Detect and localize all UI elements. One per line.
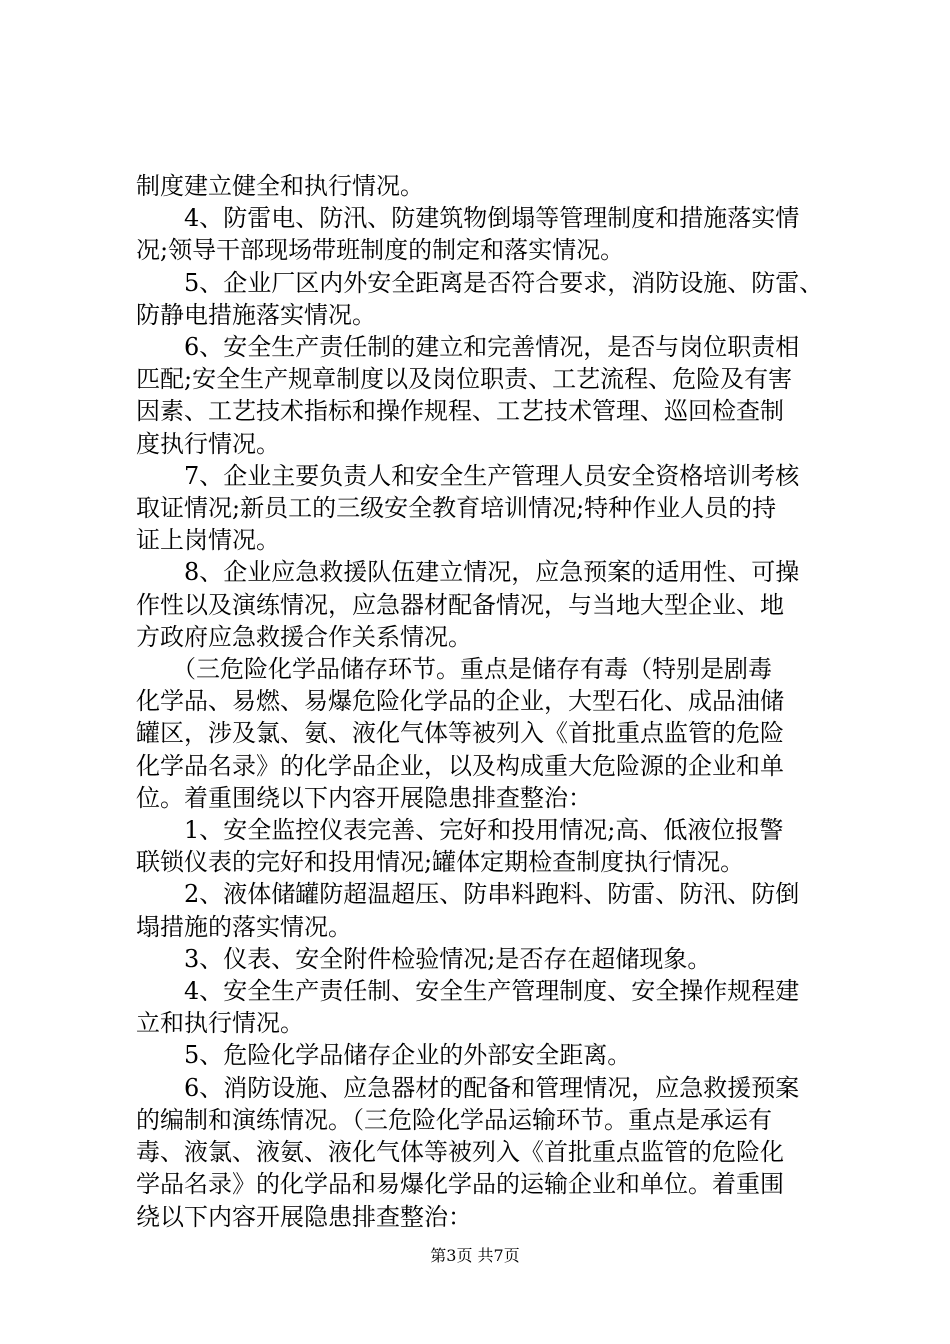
text-line: 证上岗情况。 bbox=[136, 526, 280, 555]
text-line: 塌措施的落实情况。 bbox=[136, 912, 352, 941]
text-line: 制度建立健全和执行情况。 bbox=[136, 172, 424, 200]
text-line: 作性以及演练情况，应急器材配备情况，与当地大型企业、地 bbox=[136, 590, 784, 619]
text-line: 因素、工艺技术指标和操作规程、工艺技术管理、巡回检查制 bbox=[136, 397, 784, 426]
text-line: 4、防雷电、防汛、防建筑物倒塌等管理制度和措施落实情 bbox=[136, 204, 800, 233]
text-line: 2、液体储罐防超温超压、防串料跑料、防雷、防汛、防倒 bbox=[136, 880, 800, 909]
text-line: （三危险化学品储存环节。重点是储存有毒（特别是剧毒 bbox=[136, 655, 772, 684]
text-line: 的编制和演练情况。（三危险化学品运输环节。重点是承运有 bbox=[136, 1105, 772, 1134]
text-line: 5、企业厂区内外安全距离是否符合要求，消防设施、防雷、 bbox=[136, 268, 824, 297]
text-line: 立和执行情况。 bbox=[136, 1009, 304, 1038]
text-line: 取证情况;新员工的三级安全教育培训情况;特种作业人员的持 bbox=[136, 494, 777, 523]
text-line: 毒、液氯、液氨、液化气体等被列入《首批重点监管的危险化 bbox=[136, 1138, 784, 1167]
document-body bbox=[136, 170, 856, 1233]
text-line: 况;领导干部现场带班制度的制定和落实情况。 bbox=[136, 236, 625, 265]
text-line: 5、危险化学品储存企业的外部安全距离。 bbox=[136, 1041, 632, 1070]
text-line: 位。着重围绕以下内容开展隐患排查整治： bbox=[136, 783, 592, 812]
text-line: 3、仪表、安全附件检验情况;是否存在超储现象。 bbox=[136, 944, 712, 973]
text-line: 1、安全监控仪表完善、完好和投用情况;高、低液位报警 bbox=[136, 816, 784, 845]
text-line: 学品名录》的化学品和易爆化学品的运输企业和单位。着重围 bbox=[136, 1170, 784, 1199]
text-line: 匹配;安全生产规章制度以及岗位职责、工艺流程、危险及有害 bbox=[136, 365, 793, 394]
text-line: 联锁仪表的完好和投用情况;罐体定期检查制度执行情况。 bbox=[136, 848, 745, 877]
text-line: 化学品、易燃、易爆危险化学品的企业，大型石化、成品油储 bbox=[136, 687, 784, 716]
text-line: 6、安全生产责任制的建立和完善情况，是否与岗位职责相 bbox=[136, 333, 800, 362]
page-number-footer: 第3页 共7页 bbox=[430, 1246, 520, 1265]
text-line: 方政府应急救援合作关系情况。 bbox=[136, 622, 472, 651]
text-line: 化学品名录》的化学品企业，以及构成重大危险源的企业和单 bbox=[136, 751, 784, 780]
text-line: 防静电措施落实情况。 bbox=[136, 300, 376, 329]
text-line: 8、企业应急救援队伍建立情况，应急预案的适用性、可操 bbox=[136, 558, 800, 587]
text-line: 度执行情况。 bbox=[136, 429, 280, 458]
text-line: 7、企业主要负责人和安全生产管理人员安全资格培训考核 bbox=[136, 461, 800, 490]
text-line: 绕以下内容开展隐患排查整治： bbox=[136, 1202, 472, 1231]
text-line: 6、消防设施、应急器材的配备和管理情况，应急救援预案 bbox=[136, 1073, 800, 1102]
text-line: 罐区，涉及氯、氨、液化气体等被列入《首批重点监管的危险 bbox=[136, 719, 784, 748]
text-line: 4、安全生产责任制、安全生产管理制度、安全操作规程建 bbox=[136, 977, 800, 1006]
